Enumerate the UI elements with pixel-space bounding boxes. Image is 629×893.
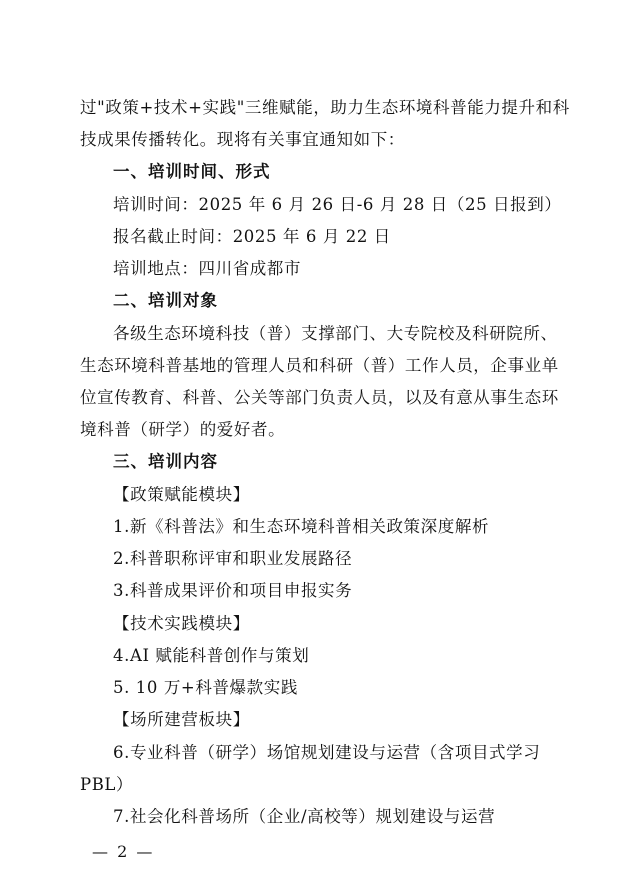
section-2-line-2: 生态环境科普基地的管理人员和科研（普）工作人员，企事业单 — [80, 356, 559, 375]
intro-line-1: 过"政策+技术+实践"三维赋能，助力生态环境科普能力提升和科 — [80, 98, 570, 117]
training-location: 培训地点：四川省成都市 — [113, 259, 302, 278]
page-number: — 2 — — [92, 842, 155, 861]
module-venue: 【场所建营板块】 — [113, 710, 250, 729]
content-item-6-line-2: PBL） — [80, 775, 134, 794]
content-item-4: 4.AI 赋能科普创作与策划 — [113, 646, 310, 665]
intro-line-2: 技成果传播转化。现将有关事宜通知如下： — [80, 130, 405, 149]
training-time: 培训时间：2025 年 6 月 26 日-6 月 28 日（25 日报到） — [113, 195, 562, 214]
content-item-7: 7.社会化科普场所（企业/高校等）规划建设与运营 — [113, 807, 496, 826]
content-item-5: 5. 10 万+科普爆款实践 — [113, 678, 298, 697]
registration-deadline: 报名截止时间：2025 年 6 月 22 日 — [113, 227, 391, 246]
section-3-heading: 三、培训内容 — [113, 452, 218, 471]
content-item-1: 1.新《科普法》和生态环境科普相关政策深度解析 — [113, 517, 490, 536]
section-2-line-4: 境科普（研学）的爱好者。 — [80, 420, 286, 439]
section-2-heading: 二、培训对象 — [113, 291, 218, 310]
content-item-6-line-1: 6.专业科普（研学）场馆规划建设与运营（含项目式学习 — [113, 743, 541, 762]
section-2-line-1: 各级生态环境科技（普）支撑部门、大专院校及科研院所、 — [113, 324, 558, 343]
content-item-3: 3.科普成果评价和项目申报实务 — [113, 581, 353, 600]
content-item-2: 2.科普职称评审和职业发展路径 — [113, 549, 353, 568]
module-tech: 【技术实践模块】 — [113, 614, 250, 633]
module-policy: 【政策赋能模块】 — [113, 485, 250, 504]
section-1-heading: 一、培训时间、形式 — [113, 162, 271, 181]
section-2-line-3: 位宣传教育、科普、公关等部门负责人员，以及有意从事生态环 — [80, 388, 559, 407]
